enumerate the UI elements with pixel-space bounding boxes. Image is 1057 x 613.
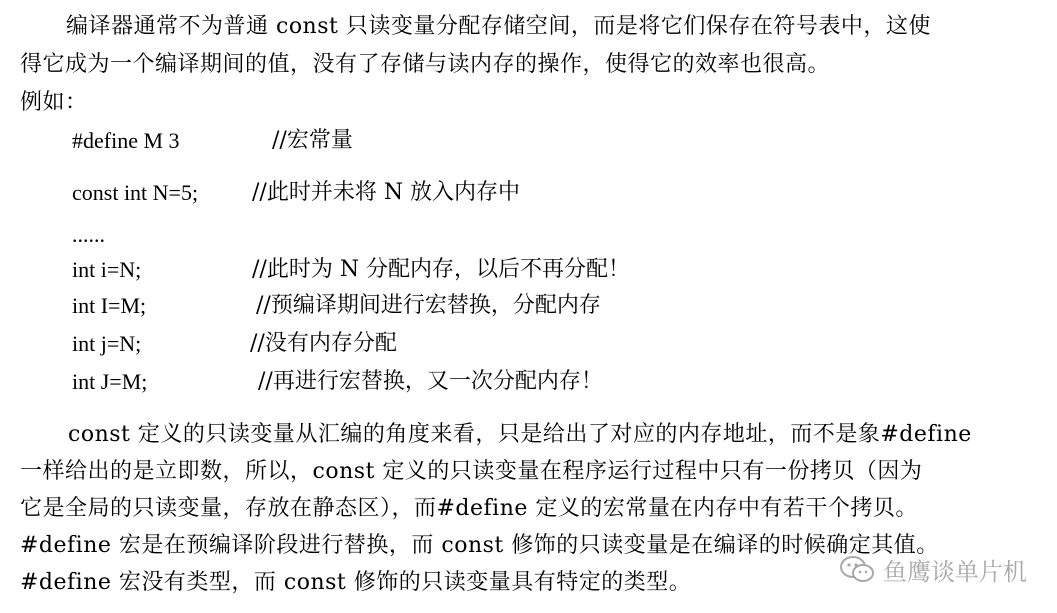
code-line-4-comment: //此时为 N 分配内存，以后不再分配！	[252, 257, 631, 282]
code-line-1-statement: #define M 3	[72, 128, 180, 153]
paragraph1-line1: 编译器通常不为普通 const 只读变量分配存储空间，而是将它们保存在符号表中，这使	[66, 14, 931, 39]
code-line-1-comment: //宏常量	[272, 128, 353, 153]
paragraph2-line1: const 定义的只读变量从汇编的角度来看，只是给出了对应的内存地址，而不是象#define	[68, 422, 972, 447]
paragraph2-line3: 它是全局的只读变量，存放在静态区），而#define 定义的宏常量在内存中有若干个拷贝。	[20, 496, 918, 521]
code-line-6-statement: int j=N;	[72, 331, 142, 356]
watermark-text: 鱼鹰谈单片机	[883, 558, 1027, 586]
code-line-4-statement: int i=N;	[72, 257, 142, 282]
example-label: 例如：	[20, 90, 88, 115]
paragraph2-line2: 一样给出的是立即数，所以，const 定义的只读变量在程序运行过程中只有一份拷贝（因为	[20, 459, 923, 484]
code-line-6-comment: //没有内存分配	[250, 331, 397, 356]
code-line-7-comment: //再进行宏替换，又一次分配内存！	[258, 369, 603, 394]
code-line-2-comment: //此时并未将 N 放入内存中	[252, 180, 521, 205]
paragraph2-line4: #define 宏是在预编译阶段进行替换，而 const 修饰的只读变量是在编译的时候确定其值。	[20, 533, 939, 558]
code-line-5-comment: //预编译期间进行宏替换，分配内存	[256, 293, 601, 318]
wechat-icon	[839, 555, 875, 585]
paragraph2-line5: #define 宏没有类型，而 const 修饰的只读变量具有特定的类型。	[20, 570, 692, 595]
paragraph1-line2: 得它成为一个编译期间的值，没有了存储与读内存的操作，使得它的效率也很高。	[20, 52, 831, 77]
watermark	[839, 552, 1027, 587]
code-line-7-statement: int J=M;	[72, 369, 148, 394]
code-line-3-statement: ......	[72, 222, 105, 247]
code-line-2-statement: const int N=5;	[72, 180, 199, 205]
code-line-5-statement: int I=M;	[72, 293, 147, 318]
